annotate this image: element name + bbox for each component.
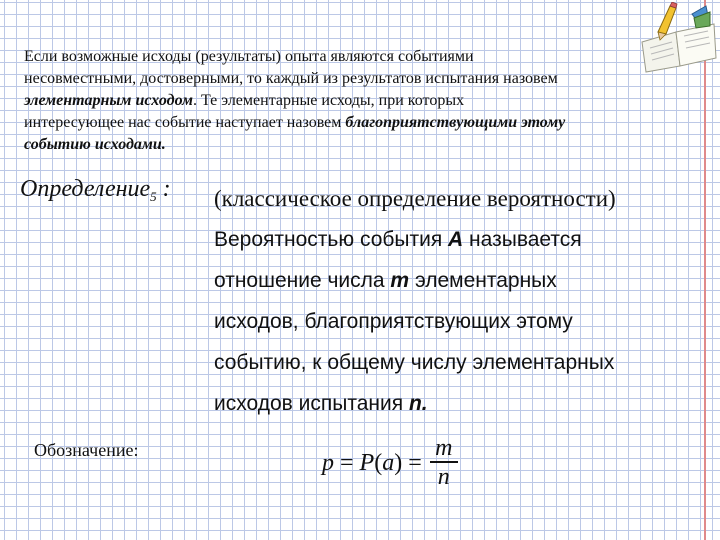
fraction-numerator: m bbox=[435, 435, 453, 462]
definition-line-1: (классическое определение вероятности) bbox=[214, 186, 616, 211]
definition-body bbox=[214, 178, 714, 424]
intro-line-1: Если возможные исходы (результаты) опыта являются событиями bbox=[24, 48, 474, 65]
event-variable-a: A bbox=[448, 228, 464, 251]
intro-line-4 bbox=[24, 112, 714, 134]
variable-m: m bbox=[390, 269, 410, 292]
term-favorable-outcomes-end: событию исходами. bbox=[24, 136, 166, 153]
definition-line-2 bbox=[214, 219, 714, 260]
term-elementary-outcome: элементарным исходом bbox=[24, 92, 193, 109]
definition-line-3-a: отношение числа bbox=[214, 269, 391, 292]
definition-colon: : bbox=[162, 176, 171, 202]
definition-line-6-a: исходов испытания bbox=[214, 392, 409, 415]
definition-line-2-b: называется bbox=[463, 228, 582, 251]
definition-line-5: событию, к общему числу элементарных bbox=[214, 351, 615, 374]
intro-line-4-text: интересующее нас событие наступает назовем bbox=[24, 114, 346, 131]
intro-paragraph bbox=[24, 46, 714, 156]
definition-line-3 bbox=[214, 260, 714, 301]
definition-line-6 bbox=[214, 383, 714, 424]
formula-fraction bbox=[430, 435, 458, 491]
formula-p: p bbox=[322, 449, 334, 476]
intro-line-5 bbox=[24, 134, 714, 156]
definition-label-word: Определение bbox=[20, 176, 151, 202]
term-favorable-outcomes: благоприятствующими этому bbox=[345, 114, 566, 131]
probability-formula bbox=[322, 428, 458, 498]
definition-line-4: исходов, благоприятствующих этому bbox=[214, 310, 573, 333]
formula-equals-1: = bbox=[340, 449, 354, 476]
formula-equals-2: = bbox=[408, 449, 422, 476]
definition-label bbox=[20, 176, 171, 205]
formula-rparen: ) bbox=[394, 449, 403, 476]
formula-arg: a bbox=[382, 449, 395, 476]
definition-index: 5 bbox=[150, 189, 157, 204]
intro-line-3 bbox=[24, 90, 714, 112]
definition-line-3-b: элементарных bbox=[409, 269, 557, 292]
intro-line-3-rest: . Те элементарные исходы, при которых bbox=[192, 92, 465, 109]
definition-line-2-a: Вероятностью события bbox=[214, 228, 449, 251]
notation-label: Обозначение: bbox=[34, 440, 139, 460]
fraction-denominator: n bbox=[437, 463, 450, 490]
formula-P: P bbox=[359, 449, 375, 476]
formula-lparen: ( bbox=[374, 449, 383, 476]
variable-n: n. bbox=[408, 392, 428, 415]
intro-line-2: несовместными, достоверными, то каждый из результатов испытания назовем bbox=[24, 70, 558, 87]
